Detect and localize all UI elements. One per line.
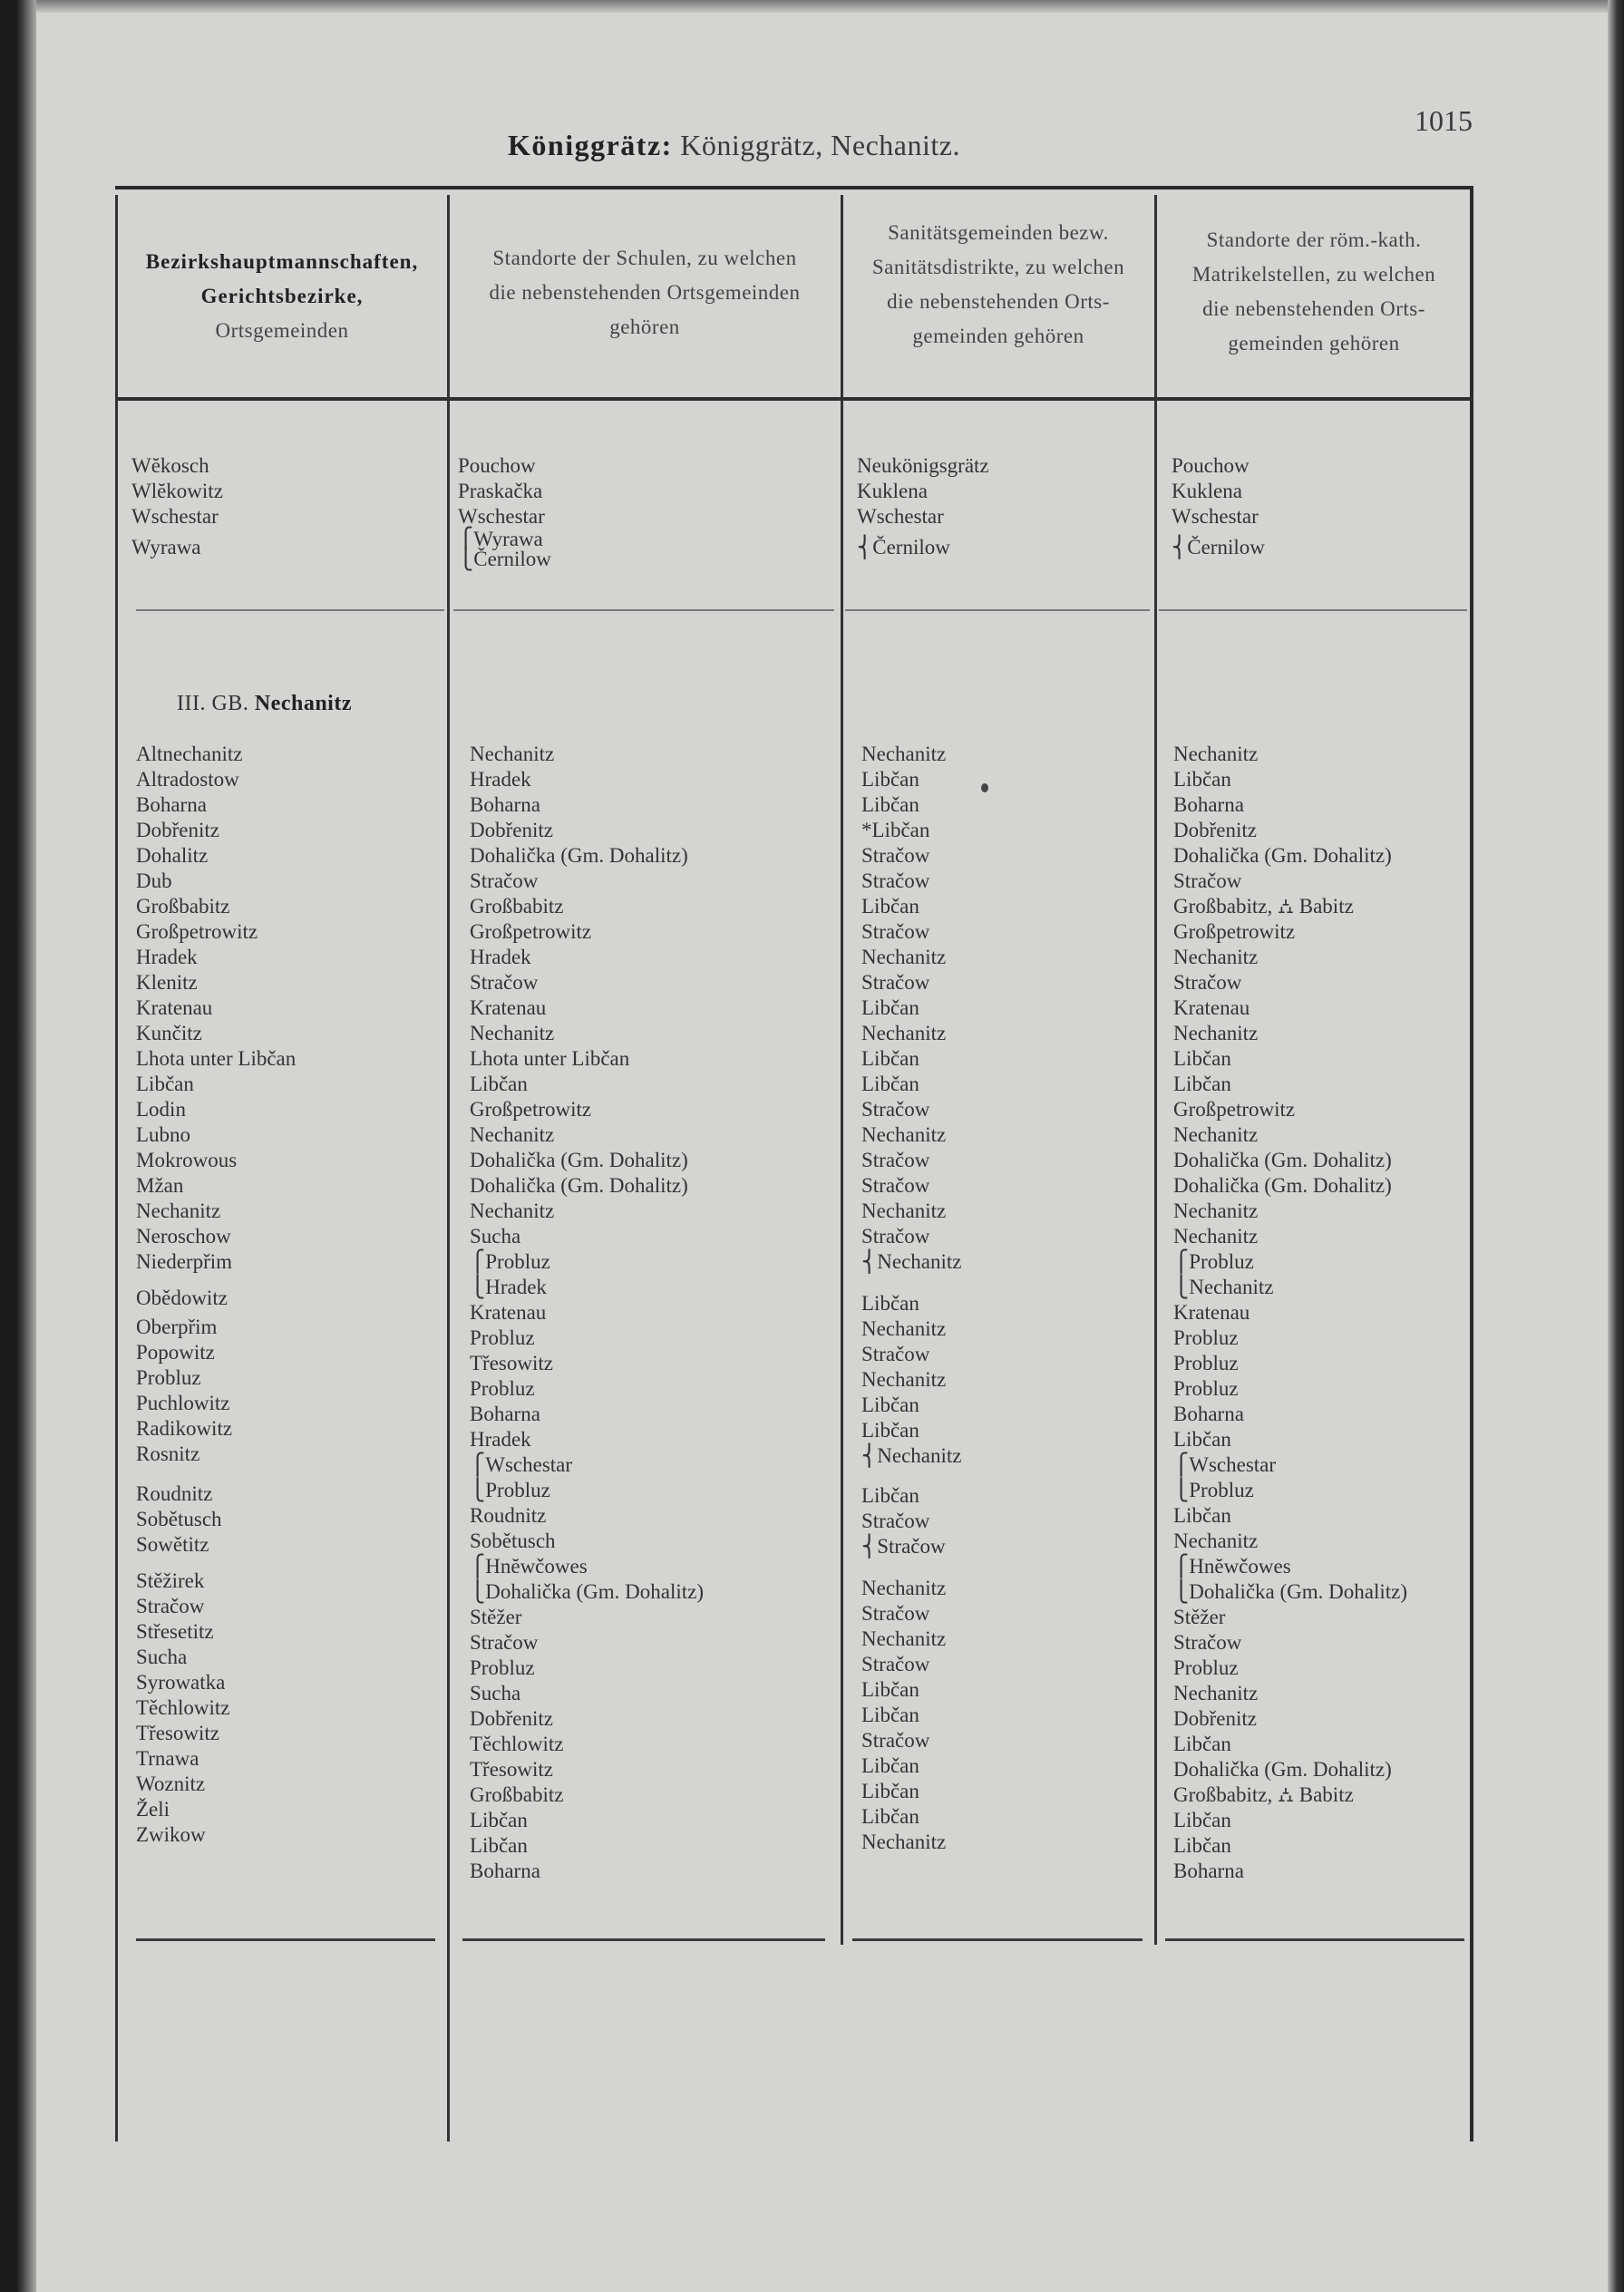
list-item: Dobřenitz (1173, 819, 1257, 841)
list-item: Probluz (136, 1366, 201, 1389)
list-item: Großbabitz (136, 895, 230, 918)
section-title-prefix: III. GB. (177, 692, 249, 715)
list-item: Stračow (861, 1343, 930, 1365)
list-item: Stračow (470, 869, 539, 892)
bottom-rule (852, 1938, 1143, 1941)
list-item: Libčan (861, 793, 919, 816)
section-separator (845, 609, 1150, 611)
list-item: Probluz (470, 1377, 535, 1400)
list-item: Třesowitz (470, 1352, 553, 1374)
list-item: ⎩Hradek (470, 1276, 547, 1298)
list-item: Stěžer (470, 1606, 522, 1628)
list-item: Nechanitz (1173, 1682, 1259, 1704)
list-item: Nechanitz (861, 1123, 947, 1146)
header-line: die nebenstehenden Orts- (1202, 297, 1425, 320)
list-item: Libčan (470, 1809, 528, 1831)
list-item: Nechanitz (861, 743, 947, 765)
list-item: Nechanitz (861, 1368, 947, 1391)
list-item: Zwikow (136, 1823, 206, 1846)
list-item: Libčan (861, 1292, 919, 1315)
list-item: Boharna (136, 793, 207, 816)
list-item: Libčan (861, 1047, 919, 1070)
list-item: Kratenau (1173, 996, 1250, 1019)
list-item: Těchlowitz (470, 1733, 564, 1755)
list-item: Stěžer (1173, 1606, 1226, 1628)
header-line: Standorte der röm.-kath. (1206, 228, 1422, 251)
list-item: Niederpřim (136, 1250, 233, 1273)
list-item: ⎧Probluz (470, 1250, 550, 1273)
header-line: Bezirkshauptmannschaften, (145, 250, 419, 273)
list-item: Sobětusch (470, 1530, 556, 1552)
list-item: Nechanitz (861, 1627, 947, 1650)
scan-top-edge (0, 0, 1624, 13)
list-item: ⎩Dohalička (Gm. Dohalitz) (1173, 1580, 1408, 1603)
header-col4 (1157, 223, 1471, 361)
list-item: Libčan (861, 1678, 919, 1701)
section-title (177, 692, 352, 716)
list-item: Stračow (136, 1595, 205, 1617)
list-item: Libčan (1173, 1073, 1231, 1095)
list-item: ⎩Nechanitz (1173, 1276, 1274, 1298)
list-item: Popowitz (136, 1341, 215, 1364)
list-item: Libčan (861, 1073, 919, 1095)
list-item: Stračow (861, 971, 930, 994)
list-item: Dobřenitz (470, 819, 553, 841)
list-item: Stračow (470, 971, 539, 994)
list-item: Hradek (470, 768, 531, 791)
list-item: Stračow (861, 1510, 930, 1532)
list-item: Libčan (861, 1780, 919, 1802)
list-item: Stračow (1173, 971, 1242, 994)
list-item: Dohalička (Gm. Dohalitz) (1173, 1758, 1392, 1781)
list-item: Nechanitz (1173, 1530, 1259, 1552)
list-item: Nechanitz (1173, 1123, 1259, 1146)
list-item: Altradostow (136, 768, 239, 791)
scan-right-edge (1608, 0, 1624, 2292)
list-item: Großpetrowitz (470, 1098, 592, 1121)
list-item: Libčan (861, 1704, 919, 1726)
list-item: Hradek (470, 946, 531, 968)
list-item: Dohalička (Gm. Dohalitz) (470, 1174, 688, 1197)
list-item: Nechanitz (470, 1123, 555, 1146)
section1-col4 (1172, 453, 1265, 566)
list-item: Nechanitz (1173, 1022, 1259, 1044)
list-item: Probluz (1173, 1352, 1239, 1374)
list-item: ⎩Probluz (1173, 1479, 1254, 1501)
list-item: ⎧Probluz (1173, 1250, 1254, 1273)
list-item: ⎧Wschestar (470, 1453, 573, 1476)
header-col2 (450, 241, 840, 345)
page-number: 1015 (1415, 104, 1473, 137)
list-item: Těchlowitz (136, 1696, 230, 1719)
list-item: ⎩Černilow (458, 548, 551, 570)
list-item: ⎨Černilow (857, 536, 950, 558)
list-item: Dohalička (Gm. Dohalitz) (470, 844, 688, 867)
list-item: Třesowitz (136, 1722, 219, 1744)
list-item: Lhota unter Libčan (136, 1047, 297, 1070)
list-item: Želi (136, 1798, 170, 1821)
list-item: Dobřenitz (470, 1707, 553, 1730)
list-item: Nechanitz (861, 1022, 947, 1044)
list-item: Boharna (1173, 1860, 1244, 1882)
list-item: Probluz (470, 1326, 535, 1349)
list-item: Boharna (470, 1403, 540, 1425)
list-item: Střesetitz (136, 1620, 214, 1643)
list-item: Großpetrowitz (1173, 920, 1296, 943)
bottom-rule (136, 1938, 435, 1941)
scan-left-edge (0, 0, 36, 2292)
list-item: Neukönigsgrätz (857, 454, 989, 477)
list-item: Kratenau (470, 996, 547, 1019)
list-item: Boharna (470, 793, 540, 816)
header-line: gemeinden gehören (1228, 332, 1400, 354)
list-item: ⎩Dohalička (Gm. Dohalitz) (470, 1580, 705, 1603)
header-line: Sanitätsdistrikte, zu welchen (871, 256, 1125, 278)
list-item: Nechanitz (1173, 946, 1259, 968)
list-item: Nechanitz (861, 1831, 947, 1853)
list-item: Neroschow (136, 1225, 231, 1248)
list-item: Libčan (1173, 768, 1231, 791)
section2-col1 (136, 742, 296, 1848)
list-item: Radikowitz (136, 1417, 233, 1440)
list-item: Libčan (1173, 1047, 1231, 1070)
list-item: Rosnitz (136, 1442, 200, 1465)
list-item: Nechanitz (861, 1577, 947, 1599)
list-item: Kuklena (857, 480, 928, 502)
list-item: Dohalička (Gm. Dohalitz) (1173, 1149, 1392, 1171)
list-item: ⎨Černilow (1172, 536, 1265, 558)
list-item: Großbabitz, ⛼ Babitz (1173, 1783, 1354, 1806)
list-item: Nechanitz (1173, 743, 1259, 765)
section1-col3 (857, 453, 989, 566)
list-item: Třesowitz (470, 1758, 553, 1781)
list-item: Libčan (470, 1834, 528, 1857)
header-line: Sanitätsgemeinden bezw. (888, 221, 1109, 244)
list-item: Mokrowous (136, 1149, 238, 1171)
list-item: Roudnitz (136, 1482, 213, 1505)
list-item: Großbabitz (470, 1783, 564, 1806)
list-item: Libčan (861, 1484, 919, 1507)
list-item: Stračow (470, 1631, 539, 1654)
list-item: Dub (136, 869, 172, 892)
list-item: Libčan (861, 768, 919, 791)
list-item: ⎧Hnĕwčowes (1173, 1555, 1291, 1578)
list-item: Nechanitz (1173, 1199, 1259, 1222)
list-item: Pouchow (1172, 454, 1250, 477)
list-item: Stěžirek (136, 1569, 205, 1592)
list-item: Probluz (1173, 1326, 1239, 1349)
list-item: Wschestar (131, 505, 219, 528)
list-item: Syrowatka (136, 1671, 226, 1694)
list-item: Pouchow (458, 454, 536, 477)
section-title-name: Nechanitz (254, 692, 352, 715)
column-rule-1 (115, 195, 118, 2141)
header-line: Gerichtsbezirke, (200, 285, 364, 307)
list-item: Praskačka (458, 480, 543, 502)
section-separator (136, 609, 444, 611)
list-item: Stračow (861, 920, 930, 943)
list-item: Sucha (470, 1682, 521, 1704)
list-item: Boharna (1173, 1403, 1244, 1425)
header-line: gehören (609, 316, 680, 338)
header-col3 (843, 216, 1153, 354)
list-item: Stračow (861, 1225, 930, 1248)
list-item: Dobřenitz (1173, 1707, 1257, 1730)
list-item: Sucha (136, 1646, 188, 1668)
header-line: gemeinden gehören (912, 325, 1084, 347)
column-rule-4 (1154, 195, 1157, 1945)
list-item: Wschestar (1172, 505, 1259, 528)
list-item: *Libčan (861, 819, 930, 841)
list-item: Nechanitz (470, 743, 555, 765)
list-item: ⎨Nechanitz (861, 1444, 962, 1467)
list-item: Probluz (470, 1656, 535, 1679)
list-item: Wschestar (458, 505, 545, 528)
list-item: Lubno (136, 1123, 191, 1146)
list-item: Libčan (136, 1073, 194, 1095)
header-line: die nebenstehenden Ortsgemeinden (489, 281, 801, 304)
list-item: Wyrawa (131, 536, 201, 558)
list-item: ⎧Wschestar (1173, 1453, 1277, 1476)
list-item: Großbabitz, ⛼ Babitz (1173, 895, 1354, 918)
list-item: Libčan (861, 1754, 919, 1777)
list-item: Klenitz (136, 971, 198, 994)
list-item: Wlĕkowitz (131, 480, 223, 502)
list-item: Nechanitz (861, 1317, 947, 1340)
header-line: Standorte der Schulen, zu welchen (492, 247, 797, 269)
list-item: ⎨Nechanitz (861, 1250, 962, 1273)
list-item: Stračow (861, 844, 930, 867)
header-line: Ortsgemeinden (215, 319, 349, 342)
list-item: Libčan (470, 1073, 528, 1095)
list-item: Libčan (1173, 1733, 1231, 1755)
list-item: Probluz (1173, 1377, 1239, 1400)
list-item: Nechanitz (861, 946, 947, 968)
running-head-bold: Königgrätz: (508, 129, 673, 161)
list-item: Dohalitz (136, 844, 209, 867)
header-line: die nebenstehenden Orts- (887, 290, 1110, 313)
list-item: Hradek (136, 946, 198, 968)
list-item: Roudnitz (470, 1504, 547, 1527)
list-item: Dohalička (Gm. Dohalitz) (1173, 1174, 1392, 1197)
list-item: ⎧Wyrawa (458, 528, 543, 550)
list-item: Boharna (470, 1860, 540, 1882)
list-item: Nechanitz (136, 1199, 221, 1222)
list-item: Probluz (1173, 1656, 1239, 1679)
list-item: Nechanitz (1173, 1225, 1259, 1248)
column-rule-3 (841, 195, 843, 1945)
list-item: Trnawa (136, 1747, 199, 1770)
list-item: Libčan (1173, 1504, 1231, 1527)
list-item: Stračow (861, 1653, 930, 1675)
list-item: Stračow (861, 1729, 930, 1752)
bottom-rule (1165, 1938, 1464, 1941)
list-item: Großpetrowitz (1173, 1098, 1296, 1121)
list-item: Wĕkosch (131, 454, 209, 477)
list-item: Libčan (861, 996, 919, 1019)
list-item: Dohalička (Gm. Dohalitz) (470, 1149, 688, 1171)
list-item: Altnechanitz (136, 743, 243, 765)
list-item: Großbabitz (470, 895, 564, 918)
list-item: Libčan (1173, 1428, 1231, 1451)
list-item: Sowětitz (136, 1533, 209, 1556)
list-item: Nechanitz (470, 1199, 555, 1222)
running-head (508, 129, 1052, 162)
list-item: Sucha (470, 1225, 521, 1248)
column-rule-2 (447, 195, 450, 2141)
running-head-rest: Königgrätz, Nechanitz. (680, 129, 960, 161)
list-item: Stračow (861, 869, 930, 892)
list-item: Stračow (861, 1149, 930, 1171)
section2-col4 (1173, 742, 1407, 1884)
list-item: Nechanitz (861, 1199, 947, 1222)
section-separator (1159, 609, 1467, 611)
list-item: Libčan (861, 1805, 919, 1828)
list-item: Libčan (1173, 1834, 1231, 1857)
section-separator (453, 609, 834, 611)
section2-col3 (861, 742, 961, 1855)
list-item: Oberpřim (136, 1316, 218, 1338)
list-item: Stračow (861, 1602, 930, 1625)
list-item: Obědowitz (136, 1287, 228, 1309)
section1-col1 (131, 453, 223, 566)
list-item: Libčan (861, 1394, 919, 1416)
list-item: Kuklena (1172, 480, 1242, 502)
list-item: Dobřenitz (136, 819, 219, 841)
header-line: Matrikelstellen, zu welchen (1191, 263, 1436, 286)
list-item: Mžan (136, 1174, 184, 1197)
print-speck (981, 783, 988, 792)
list-item: Stračow (861, 1174, 930, 1197)
list-item: Großpetrowitz (470, 920, 592, 943)
list-item: Puchlowitz (136, 1392, 230, 1414)
section1-col2 (458, 453, 551, 569)
list-item: Sobětusch (136, 1508, 222, 1530)
section2-col2 (470, 742, 704, 1884)
list-item: Kratenau (136, 996, 213, 1019)
list-item: Stračow (861, 1098, 930, 1121)
list-item: Lodin (136, 1098, 186, 1121)
list-item: Boharna (1173, 793, 1244, 816)
list-item: Hradek (470, 1428, 531, 1451)
list-item: Kratenau (1173, 1301, 1250, 1324)
header-rule (115, 397, 1473, 401)
list-item: Libčan (1173, 1809, 1231, 1831)
list-item: Stračow (1173, 869, 1242, 892)
list-item: Lhota unter Libčan (470, 1047, 630, 1070)
list-item: ⎨Stračow (861, 1535, 946, 1558)
list-item: ⎩Probluz (470, 1479, 550, 1501)
list-item: Nechanitz (470, 1022, 555, 1044)
list-item: Kunčitz (136, 1022, 202, 1044)
list-item: ⎧Hnĕwčowes (470, 1555, 588, 1578)
list-item: Woznitz (136, 1772, 206, 1795)
list-item: Dohalička (Gm. Dohalitz) (1173, 844, 1392, 867)
list-item: Wschestar (857, 505, 944, 528)
list-item: Libčan (861, 1419, 919, 1442)
list-item: Stračow (1173, 1631, 1242, 1654)
header-col1 (118, 245, 446, 348)
list-item: Großpetrowitz (136, 920, 258, 943)
bottom-rule (462, 1938, 825, 1941)
list-item: Libčan (861, 895, 919, 918)
list-item: Kratenau (470, 1301, 547, 1324)
